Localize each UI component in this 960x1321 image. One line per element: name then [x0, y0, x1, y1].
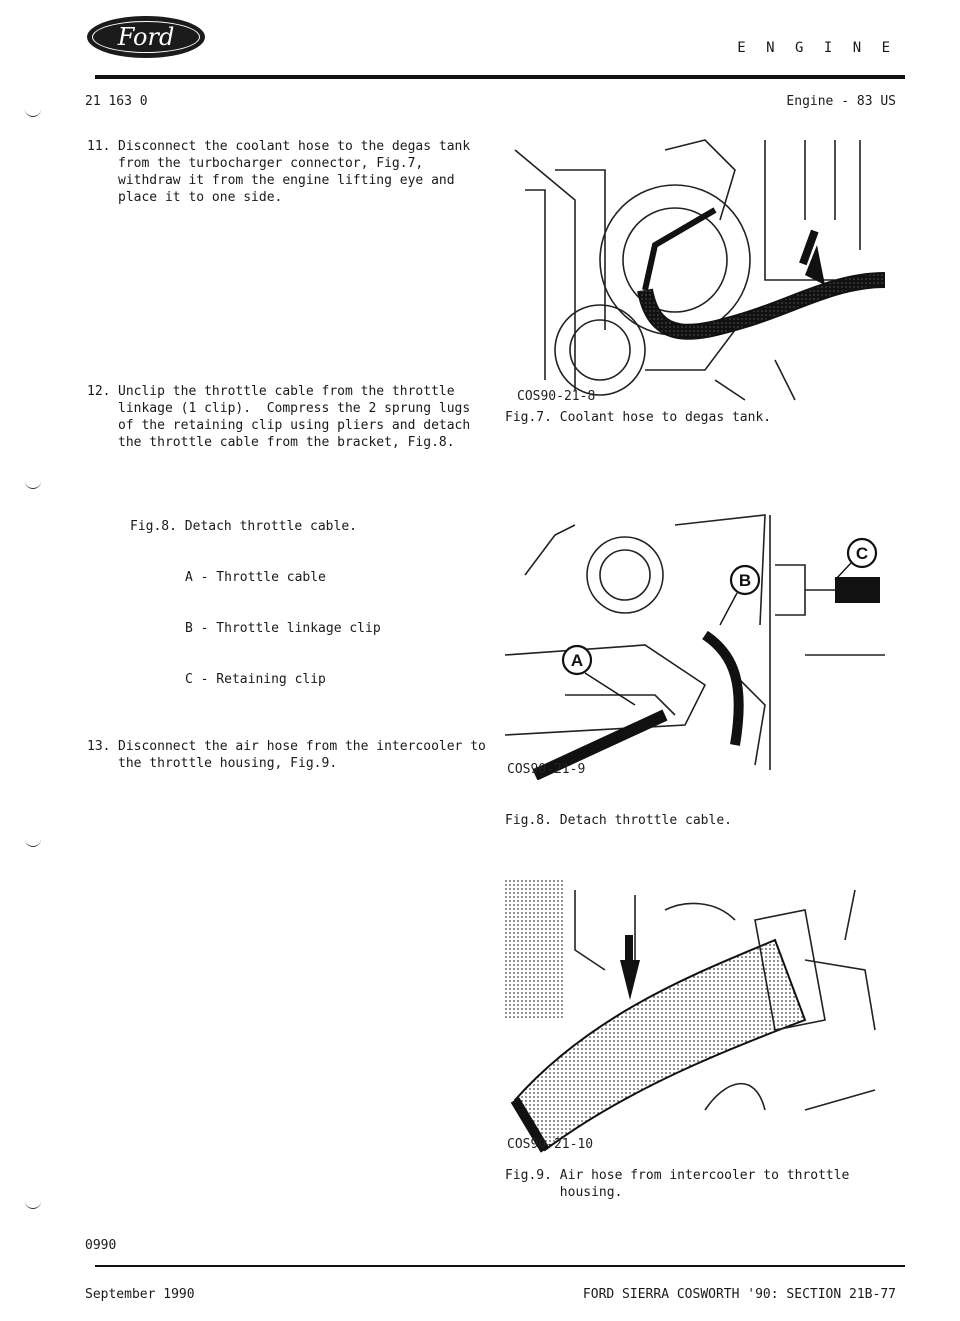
legend-item-a: A - Throttle cable: [185, 570, 326, 585]
engine-ref: Engine - 83 US: [786, 94, 896, 109]
step-text: Disconnect the coolant hose to the degas tank from the turbocharger connector, Fig.7, withdraw it from the engine lifting eye and place it to one side.: [118, 139, 479, 205]
fig8-illustration: [505, 505, 885, 780]
step-text: Disconnect the air hose from the intercooler to the throttle housing, Fig.9.: [118, 739, 494, 771]
legend-item-c: C - Retaining clip: [185, 672, 326, 687]
step-number: 13.: [87, 739, 111, 754]
margin-mark: [25, 1200, 41, 1209]
fig9-caption: Fig.9. Air hose from intercooler to throttle housing.: [505, 1168, 850, 1200]
section-title: E N G I N E: [737, 40, 896, 56]
fig9-illustration: [505, 880, 885, 1155]
label-c: C: [855, 544, 869, 563]
step-number: 11.: [87, 139, 111, 154]
label-a: A: [570, 651, 584, 670]
ford-logo: [87, 16, 205, 58]
step-number: 12.: [87, 384, 111, 399]
fig7-illustration: [505, 130, 885, 405]
margin-mark: [25, 480, 41, 489]
footer-section: FORD SIERRA COSWORTH '90: SECTION 21B-77: [582, 1287, 896, 1302]
fig8-legend: [130, 518, 460, 687]
step-text: Unclip the throttle cable from the throttle linkage (1 clip). Compress the 2 sprung lugs of the retaining clip using pliers and detach the throttle cable from the bracket, Fig.8.: [118, 384, 479, 450]
doc-ref: 21 163 0: [85, 94, 148, 109]
fig8-code: COS90-21-9: [507, 762, 586, 777]
figure-7: [505, 130, 885, 426]
footer-rule: [95, 1265, 905, 1267]
fig7-caption: Fig.7. Coolant hose to degas tank.: [505, 410, 772, 425]
margin-mark: [25, 108, 41, 117]
figure-9: [505, 880, 885, 1201]
figure-8: [505, 505, 885, 829]
ford-logo-text: Ford: [117, 23, 175, 51]
footer-date: September 1990: [85, 1287, 195, 1302]
fig8-caption: Fig.8. Detach throttle cable.: [505, 813, 732, 828]
margin-mark: [25, 838, 41, 847]
legend-title: Fig.8. Detach throttle cable.: [130, 519, 357, 534]
fig9-code: COS90-21-10: [507, 1137, 594, 1152]
page-code: 0990: [85, 1238, 117, 1253]
fig7-code: COS90-21-8: [517, 389, 596, 404]
legend-item-b: B - Throttle linkage clip: [185, 621, 381, 636]
header-rule: [95, 75, 905, 79]
label-b: B: [738, 571, 752, 590]
